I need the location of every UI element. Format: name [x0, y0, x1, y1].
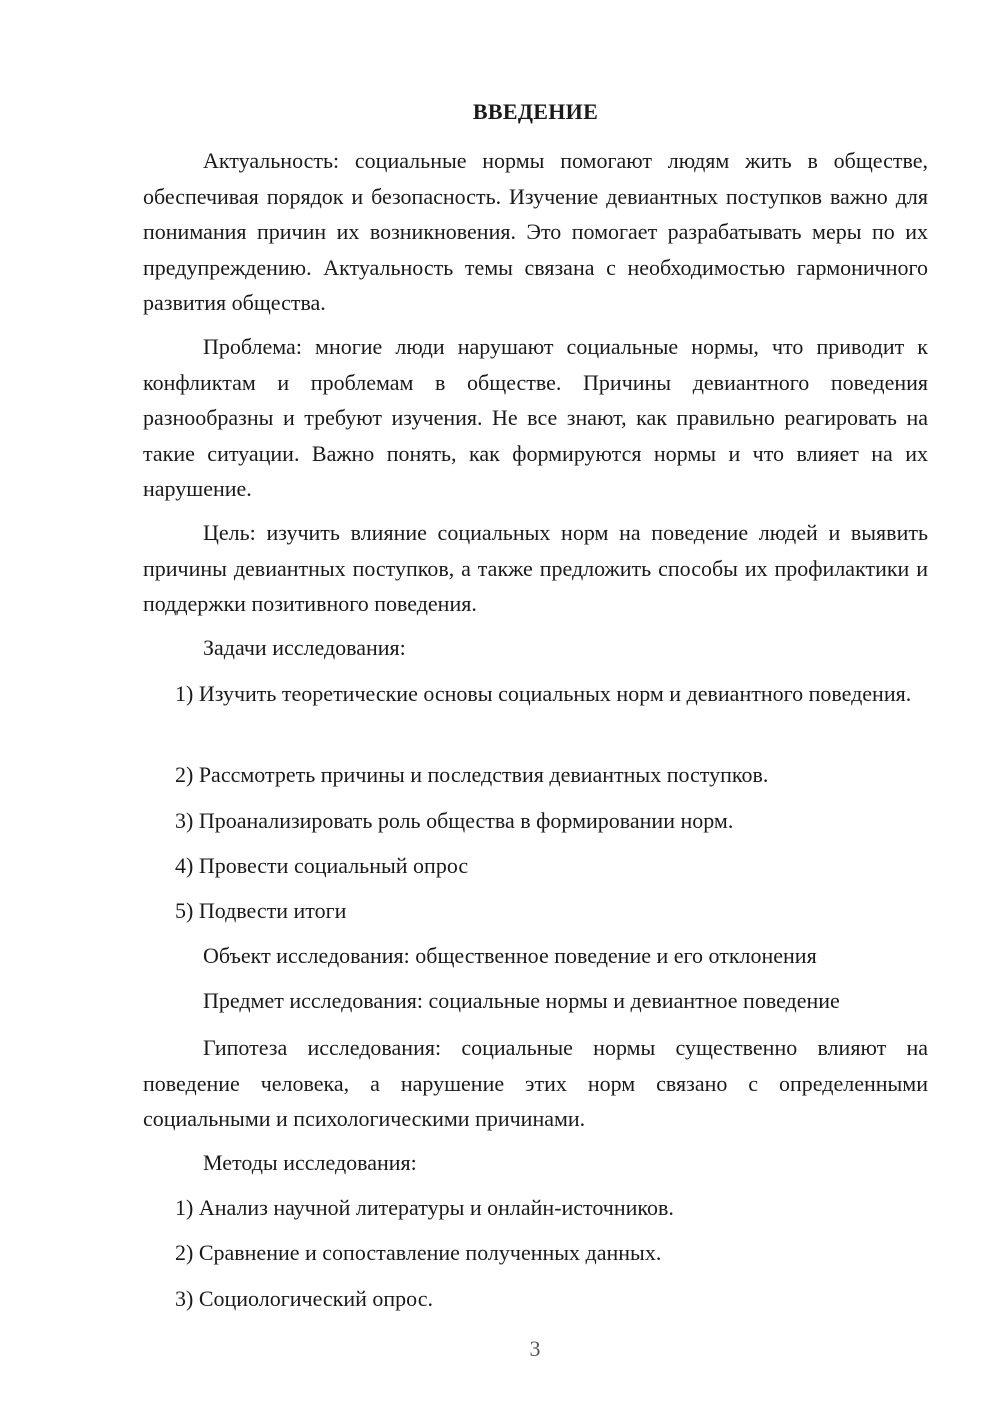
method-item: 2) Сравнение и сопоставление полученных данных.: [175, 1240, 662, 1265]
goal-paragraph: Цель: изучить влияние социальных норм на поведение людей и выявить причины девиантных поступков, а также предложить способы их профилактики и поддержки позитивного поведения.: [143, 520, 928, 616]
relevance-paragraph: Актуальность: социальные нормы помогают людям жить в обществе, обеспечивая порядок и безопасность. Изучение девиантных поступков важно для понимания причин их возникновения. Это помогает разрабатывать меры по их предупреждению. Актуальность темы связана с необходимостью гармоничного развития общества.: [143, 148, 928, 315]
hypothesis-paragraph: Гипотеза исследования: социальные нормы существенно влияют на поведение человека, а нарушение этих норм связано с определенными социальными и психологическими причинами.: [143, 1035, 928, 1131]
method-item: 1) Анализ научной литературы и онлайн-источников.: [175, 1195, 674, 1220]
problem-paragraph: Проблема: многие люди нарушают социальные нормы, что приводит к конфликтам и проблемам в обществе. Причины девиантного поведения разнообразны и требуют изучения. Не все знают, как правильно реагировать на такие ситуации. Важно понять, как формируются нормы и что влияет на их нарушение.: [143, 334, 928, 501]
methods-heading: Методы исследования:: [203, 1150, 417, 1175]
task-item: 5) Подвести итоги: [175, 898, 347, 923]
object-line: Объект исследования: общественное поведение и его отклонения: [203, 943, 817, 968]
section-heading: ВВЕДЕНИЕ: [472, 99, 599, 124]
task-item: 4) Провести социальный опрос: [175, 853, 469, 878]
task-item: 3) Проанализировать роль общества в формировании норм.: [175, 808, 734, 833]
task-item: 1) Изучить теоретические основы социальных норм и девиантного поведения.: [175, 681, 912, 706]
method-item: 3) Социологический опрос.: [175, 1286, 433, 1311]
tasks-heading: Задачи исследования:: [203, 635, 406, 660]
task-item: 2) Рассмотреть причины и последствия девиантных поступков.: [175, 762, 769, 787]
subject-line: Предмет исследования: социальные нормы и девиантное поведение: [203, 988, 840, 1013]
page-number: 3: [529, 1336, 541, 1361]
